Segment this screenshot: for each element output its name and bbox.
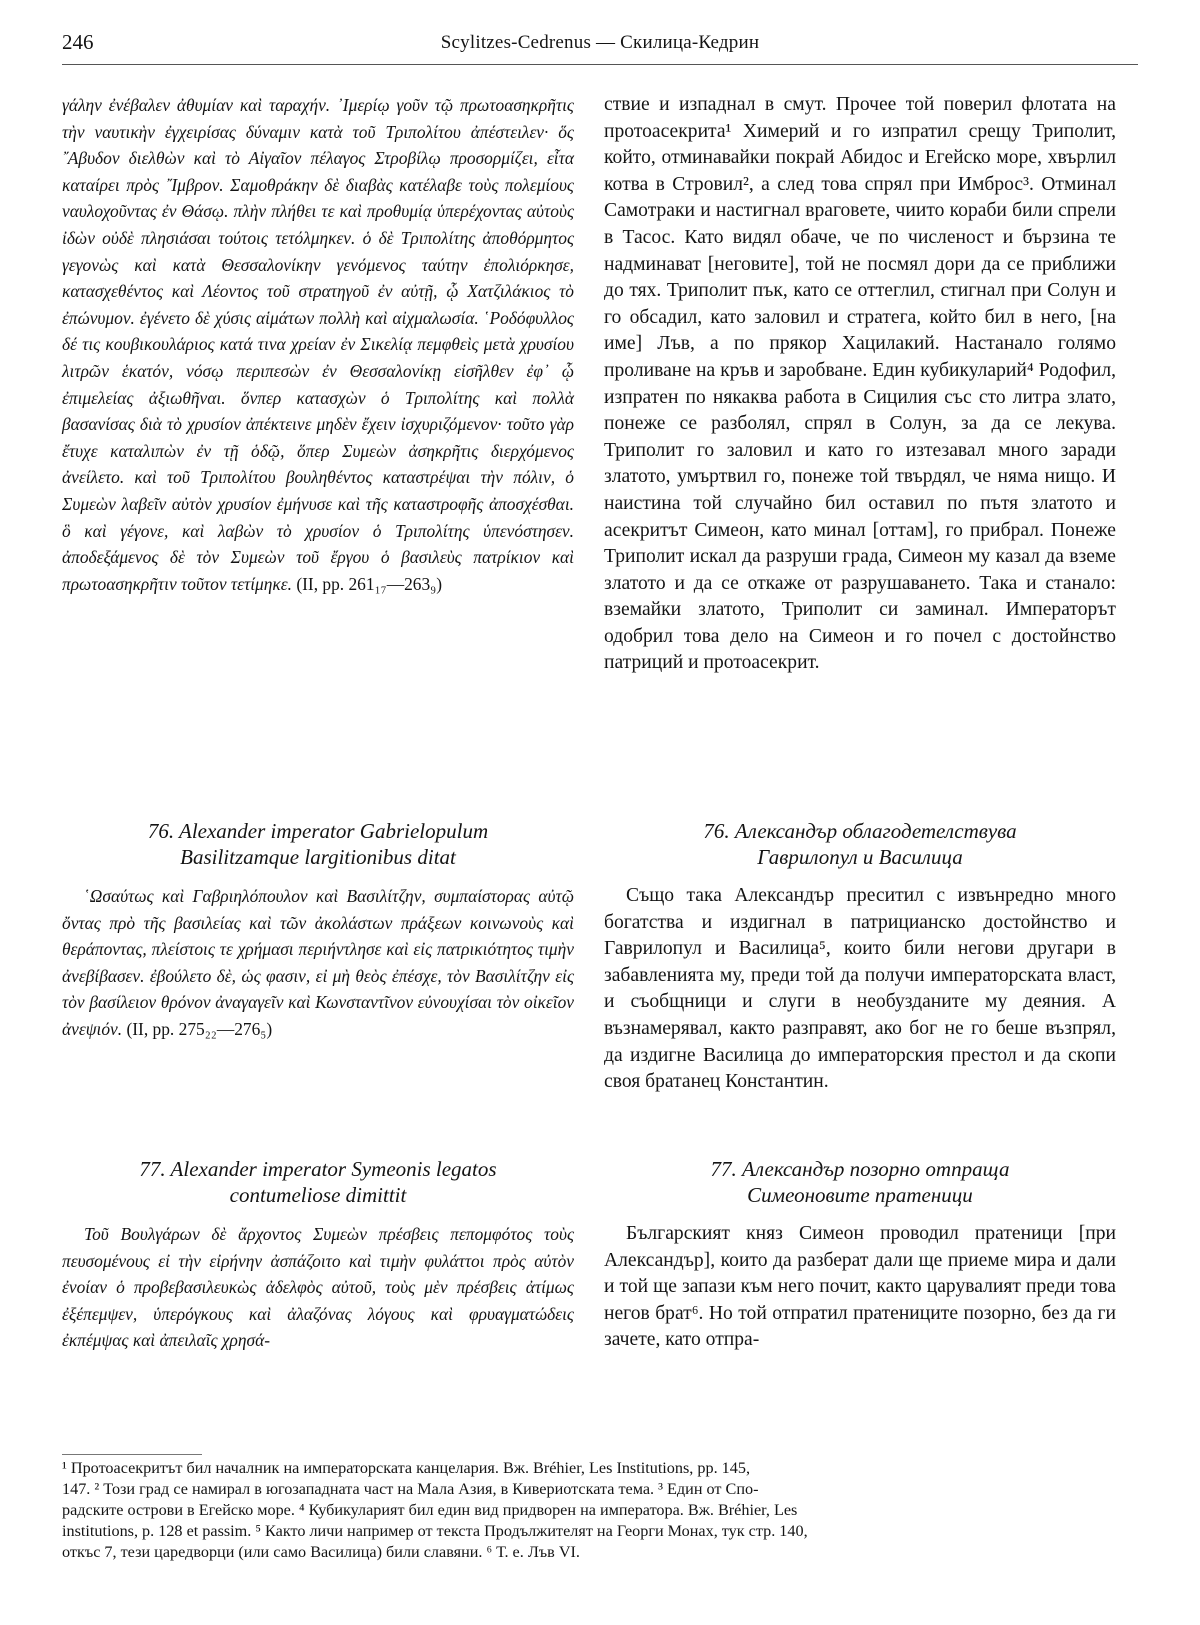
bulgarian-text: Също така Александър преситил с извънредно много богатства и издигнал в патрицианско достойнство и Гаврилопул и Василица⁵, които били негови другари в забавленията му, преди той да получи императорската власт, и съобщници и слуги в необузданите му деяния. А възнамерявал, както разправят, ако бог не го беше възпрял, да издигне Василица до императорския престол и да скопи своя братанец Константин. bbox=[604, 885, 1116, 1093]
greek-text bbox=[62, 92, 574, 597]
title-line: contumeliose dimittit bbox=[229, 1183, 407, 1207]
section-77-bulgarian bbox=[604, 1221, 1116, 1354]
running-head: Scylitzes-Cedrenus — Скилица-Кедрин bbox=[440, 32, 760, 53]
footnote-line: ¹ Протоасекритът бил началник на императорската канцелария. Вж. Bréhier, Les Institutions, pp. 145, bbox=[62, 1459, 750, 1477]
section-title-latin bbox=[62, 818, 574, 870]
page-number: 246 bbox=[62, 30, 94, 54]
section-77-latin-title bbox=[62, 1156, 574, 1208]
title-line: 76. Alexander imperator Gabrielopulum bbox=[147, 819, 489, 843]
greek-column-top bbox=[62, 92, 574, 597]
source-citation: (II, pp. 261₁₇—263₉) bbox=[296, 573, 443, 594]
section-title-latin bbox=[62, 1156, 574, 1208]
title-line: Симеоновите пратеници bbox=[747, 1183, 973, 1207]
footnote-line: 147. ² Този град се намирал в югозападната част на Мала Азия, в Кивериотската тема. ³ Един от Спо- bbox=[62, 1480, 759, 1498]
greek-text: Τοῦ Βουλγάρων δὲ ἄρχοντος Συμεὼν πρέσβεις πεπομφότος τοὺς πευσομένους εἰ τὴν εἰρήνην ἀσπάζοιτο καὶ τιμὴν φυλάττοι πρὸς αὐτὸν ἐνοίαν ὁ προβεβασιλευκὼς ἀδελφὸς αὐτοῦ, τοὺς μὲν πρέσβεις ἀτίμως ἐξέπεμψεν, ὑπερόγκους καὶ ἀλαζόνας λόγους καὶ φρυαγματώδεις ἐκπέμψας καὶ ἀπειλαῖς χρησά- bbox=[62, 1224, 574, 1351]
bulgarian-text: Българският княз Симеон проводил пратеници [при Александър], които да разберат дали ще приеме мира и дали и той ще запази към него почит, както царувалият преди това негов брат⁶. Но той отпратил пратениците позорно, без да ги зачете, като отпра- bbox=[604, 1223, 1116, 1351]
section-title-bulgarian bbox=[604, 1156, 1116, 1208]
footnote-line: откъс 7, тези царедворци (или само Василица) били славяни. ⁶ Т. е. Лъв VI. bbox=[62, 1543, 580, 1561]
greek-passage: γάλην ἐνέβαλεν ἀθυμίαν καὶ ταραχήν. ᾿Ιμερίῳ γοῦν τῷ πρωτοασηκρῆτις τὴν ναυτικὴν ἐγχειρίσας δύναμιν κατὰ τοῦ Τριπολίτου ἀπέστειλεν· ὅς ῎Αβυδον διελθὼν καὶ τὸ Αἰγαῖον πέλαγος Στροβίλῳ προσορμίζει, εἶτα καταίρει πρὸς ῎Ιμβρον. Σαμοθράκην δὲ διαβὰς κατέλαβε τοὺς πολεμίους ναυλοχοῦντας ἐν Θάσῳ. πλὴν πλήθει τε καὶ προθυμίᾳ ὑπερέχοντας αὐτοὺς ἰδὼν οὐδὲ πλησιάσαι τούτοις τετόλμηκεν. ὁ δὲ Τριπολίτης ἀποθόρμητος γεγονὼς καὶ κατὰ Θεσσαλονίκην γενόμενος ταύτην ἐπολιόρκησε, κατασχεθέντος καὶ Λέοντος τοῦ στρατηγοῦ ἐν αὐτῇ, ᾧ Χατζιλάκιος τὸ ἐπώνυμον. ἐγένετο δὲ χύσις αἱμάτων πολλὴ καὶ αἰχμαλωσία. ῾Ροδόφυλλος δέ τις κουβικουλάριος κατά τινα χρείαν ἐν Σικελίᾳ πεμφθεὶς μετὰ χρυσίου λιτρῶν ἑκατόν, νόσῳ περιπεσὼν ἐν Θεσσαλονίκῃ εἰσῆλθεν ἐφ᾽ ᾧ ἐπιμελείας ἀξιωθῆναι. ὅνπερ κατασχὼν ὁ Τριπολίτης καὶ πολλὰ βασανίσας διὰ τὸ χρυσίον ἀπέκτεινε μηδὲν ἔχειν ἰσχυριζόμενον· τοῦτο γὰρ ἔτυχε καταλιπὼν ἐν τῇ ὁδῷ, ὅπερ Συμεὼν ἀσηκρῆτις διερχόμενος ἀνείλετο. καὶ τοῦ Τριπολίτου βουληθέντος καταστρέψαι τὴν πόλιν, ὁ Συμεὼν λαβεῖν αὐτὸν χρυσίον ἐμήνυσε καὶ τῆς καταστροφῆς ἀποσχέσθαι. ὃ καὶ γέγονε, καὶ λαβὼν τὸ χρυσίον ὁ Τριπολίτης ὑπενόστησεν. ἀποδεξάμενος δὲ τὸν Συμεὼν τοῦ ἔργου ὁ βασιλεὺς πατρίκιον καὶ πρωτοασηκρῆτιν τοῦτον τετίμηκε. bbox=[62, 95, 574, 594]
section-title-bulgarian bbox=[604, 818, 1116, 870]
footnote-line: радските острови в Егейско море. ⁴ Кубикуларият бил един вид придворен на императора. Вж. Bréhier, Les bbox=[62, 1501, 798, 1519]
title-line: 77. Александър позорно отпраща bbox=[710, 1157, 1010, 1181]
page-header bbox=[62, 30, 1138, 62]
title-line: 77. Alexander imperator Symeonis legatos bbox=[139, 1157, 497, 1181]
header-rule bbox=[62, 64, 1138, 65]
section-77-greek bbox=[62, 1221, 574, 1354]
title-line: Гаврилопул и Василица bbox=[757, 845, 963, 869]
section-76-greek bbox=[62, 883, 574, 1043]
bulgarian-column-top bbox=[604, 92, 1116, 677]
section-76-bulgarian bbox=[604, 883, 1116, 1096]
bulgarian-text: ствие и изпаднал в смут. Прочее той поверил флотата на протоасекрита¹ Химерий и го изпратил срещу Триполит, който, отминавайки покрай Абидос и Егейско море, хвърлил котва в Стровил², а след това спрял при Имброс³. Отминал Самотраки и настигнал враговете, чиито кораби били спрели в Тасос. Като видял обаче, че по численост и бързина те надминават [неговите], той не посмял дори да се приближи до тях. Триполит пък, като се оттеглил, стигнал при Солун и го обсадил, като заловил и стратега, който бил в него, [на име] Лъв, а по прякор Хацилакий. Настанало голямо проливане на кръв и заробване. Един кубикуларий⁴ Родофил, изпратен по някаква работа в Сицилия със сто литра злато, понеже се разболял, спрял в Солун, за да се лекува. Триполит го заловил и като го изтезавал много заради златото, умъртвил го, понеже той твърдял, че няма нищо. И наистина той случайно бил оставил по пътя златото и асекритът Симеон, като минал [оттам], го прибрал. Понеже Триполит искал да разруши града, Симеон му казал да вземе златото и да се откаже от разрушаването. Така и станало: вземайки златото, Триполит си заминал. Императорът одобрил това дело на Симеон и го почел с достойнство патриций и протоасекрит. bbox=[604, 94, 1116, 674]
section-76-bulgarian-title bbox=[604, 818, 1116, 870]
greek-text bbox=[62, 883, 574, 1043]
footnote-rule bbox=[62, 1454, 202, 1455]
title-line: Basilitzamque largitionibus ditat bbox=[180, 845, 456, 869]
greek-passage: ῾Ωσαύτως καὶ Γαβριηλόπουλον καὶ Βασιλίτζην, συμπαίστορας αὐτῷ ὄντας πρὸ τῆς βασιλείας καὶ τῶν ἀκολάστων πράξεων κοινωνοὺς καὶ θεράποντας, πλείστοις τε χρήμασι περιήντλησε καὶ εἰς πατρικιότητος τιμὴν ἀνεβίβασεν. ἐβούλετο δὲ, ὡς φασιν, εἰ μὴ θεὸς ἐπέσχε, τὸν Βασιλίτζην εἰς τὸν βασίλειον θρόνον ἀναγαγεῖν καὶ Κωνσταντῖνον εὐνουχίσαι τὸν οἰκεῖον ἀνεψιόν. bbox=[62, 886, 574, 1039]
footnote-line: institutions, p. 128 et passim. ⁵ Както личи например от текста Продължителят на Георги Монах, тук стр. 140, bbox=[62, 1522, 808, 1540]
title-line: 76. Александър облагодетелствува bbox=[703, 819, 1017, 843]
section-76-latin-title bbox=[62, 818, 574, 870]
source-citation: (II, pp. 275₂₂—276₅) bbox=[126, 1018, 273, 1039]
section-77-bulgarian-title bbox=[604, 1156, 1116, 1208]
footnotes bbox=[62, 1458, 1116, 1563]
